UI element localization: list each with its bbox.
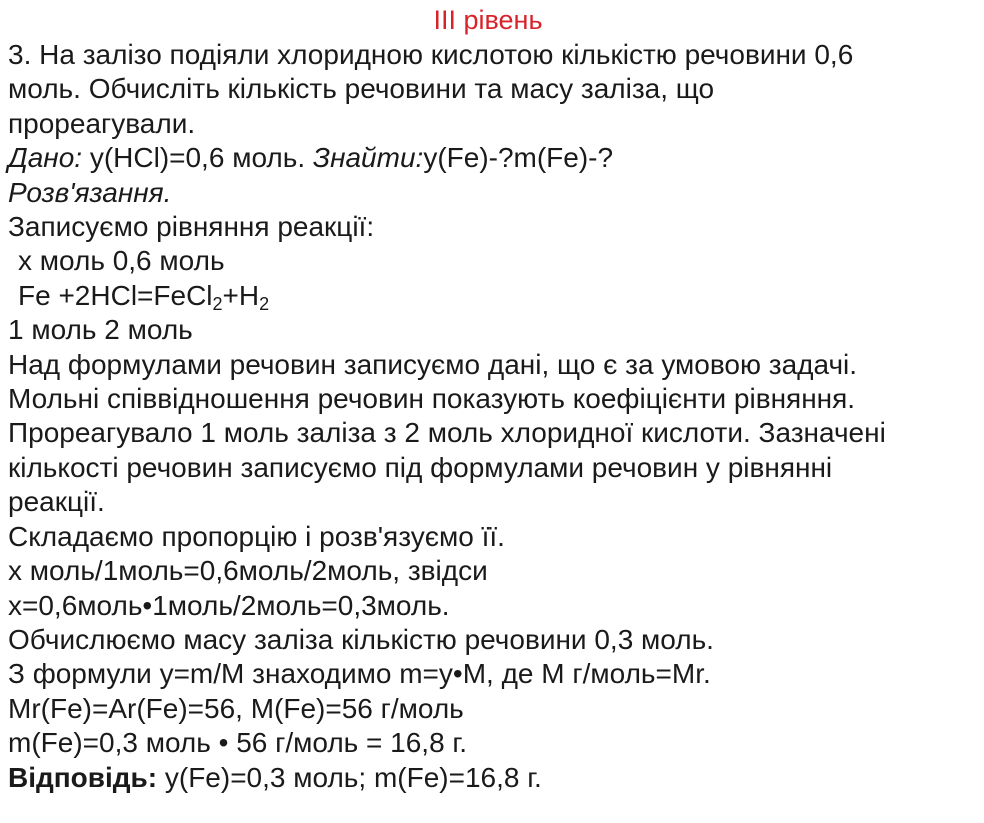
find-label: Знайти: (312, 142, 424, 174)
equation-part-1: Fe +2HCl=FeCl (18, 279, 213, 311)
explanation-line-3: Прореагувало 1 моль заліза з 2 моль хлоридної кислоти. Зазначені (8, 417, 886, 449)
level-heading: III рівень (433, 5, 543, 35)
given-line (8, 141, 984, 175)
proportion-line-1: Складаємо пропорцію і розв'язуємо її. (8, 520, 505, 552)
answer-value: y(Fe)=0,3 моль; m(Fe)=16,8 г. (157, 761, 542, 793)
explanation-line-4: кількості речовин записуємо під формулами речовин у рівнянні (8, 451, 833, 483)
task-line-2: моль. Обчисліть кількість речовини та масу заліза, що (8, 73, 715, 105)
explanation-line-2: Мольні співвідношення речовин показують коефіцієнти рівняння. (8, 383, 856, 415)
equation-subscript-2: 2 (259, 293, 270, 314)
explanation-line-1: Над формулами речовин записуємо дані, що є за умовою задачі. (8, 348, 858, 380)
explanation-line-5: реакції. (8, 486, 105, 518)
task-line-3: прореагували. (8, 107, 196, 139)
below-equation-line: 1 моль 2 моль (8, 314, 193, 346)
mass-line-1: Обчислюємо масу заліза кількістю речовини 0,3 моль. (8, 623, 714, 655)
mass-line-2: З формули y=m/M знаходимо m=y•M, де M г/моль=Mr. (8, 658, 711, 690)
given-label: Дано: (8, 142, 83, 174)
write-equation-line: Записуємо рівняння реакції: (8, 211, 375, 243)
answer-label: Відповідь: (8, 761, 158, 793)
above-equation-line: x моль 0,6 моль (18, 245, 225, 277)
mass-line-3: Mr(Fe)=Ar(Fe)=56, M(Fe)=56 г/моль (8, 692, 464, 724)
solution-label: Розв'язання. (8, 176, 172, 208)
reaction-equation (8, 279, 984, 313)
find-value: y(Fe)-?m(Fe)-? (423, 142, 614, 174)
given-value: y(HCl)=0,6 моль. (82, 142, 313, 174)
proportion-line-2: x моль/1моль=0,6моль/2моль, звідси (8, 555, 488, 587)
answer-line (8, 761, 984, 795)
task-line-1: 3. На залізо подіяли хлоридною кислотою кількістю речовини 0,6 (8, 39, 854, 70)
equation-subscript-1: 2 (212, 293, 223, 314)
equation-part-2: +H (222, 279, 260, 311)
proportion-line-3: x=0,6моль•1моль/2моль=0,3моль. (8, 589, 450, 621)
mass-line-4: m(Fe)=0,3 моль • 56 г/моль = 16,8 г. (8, 727, 468, 759)
